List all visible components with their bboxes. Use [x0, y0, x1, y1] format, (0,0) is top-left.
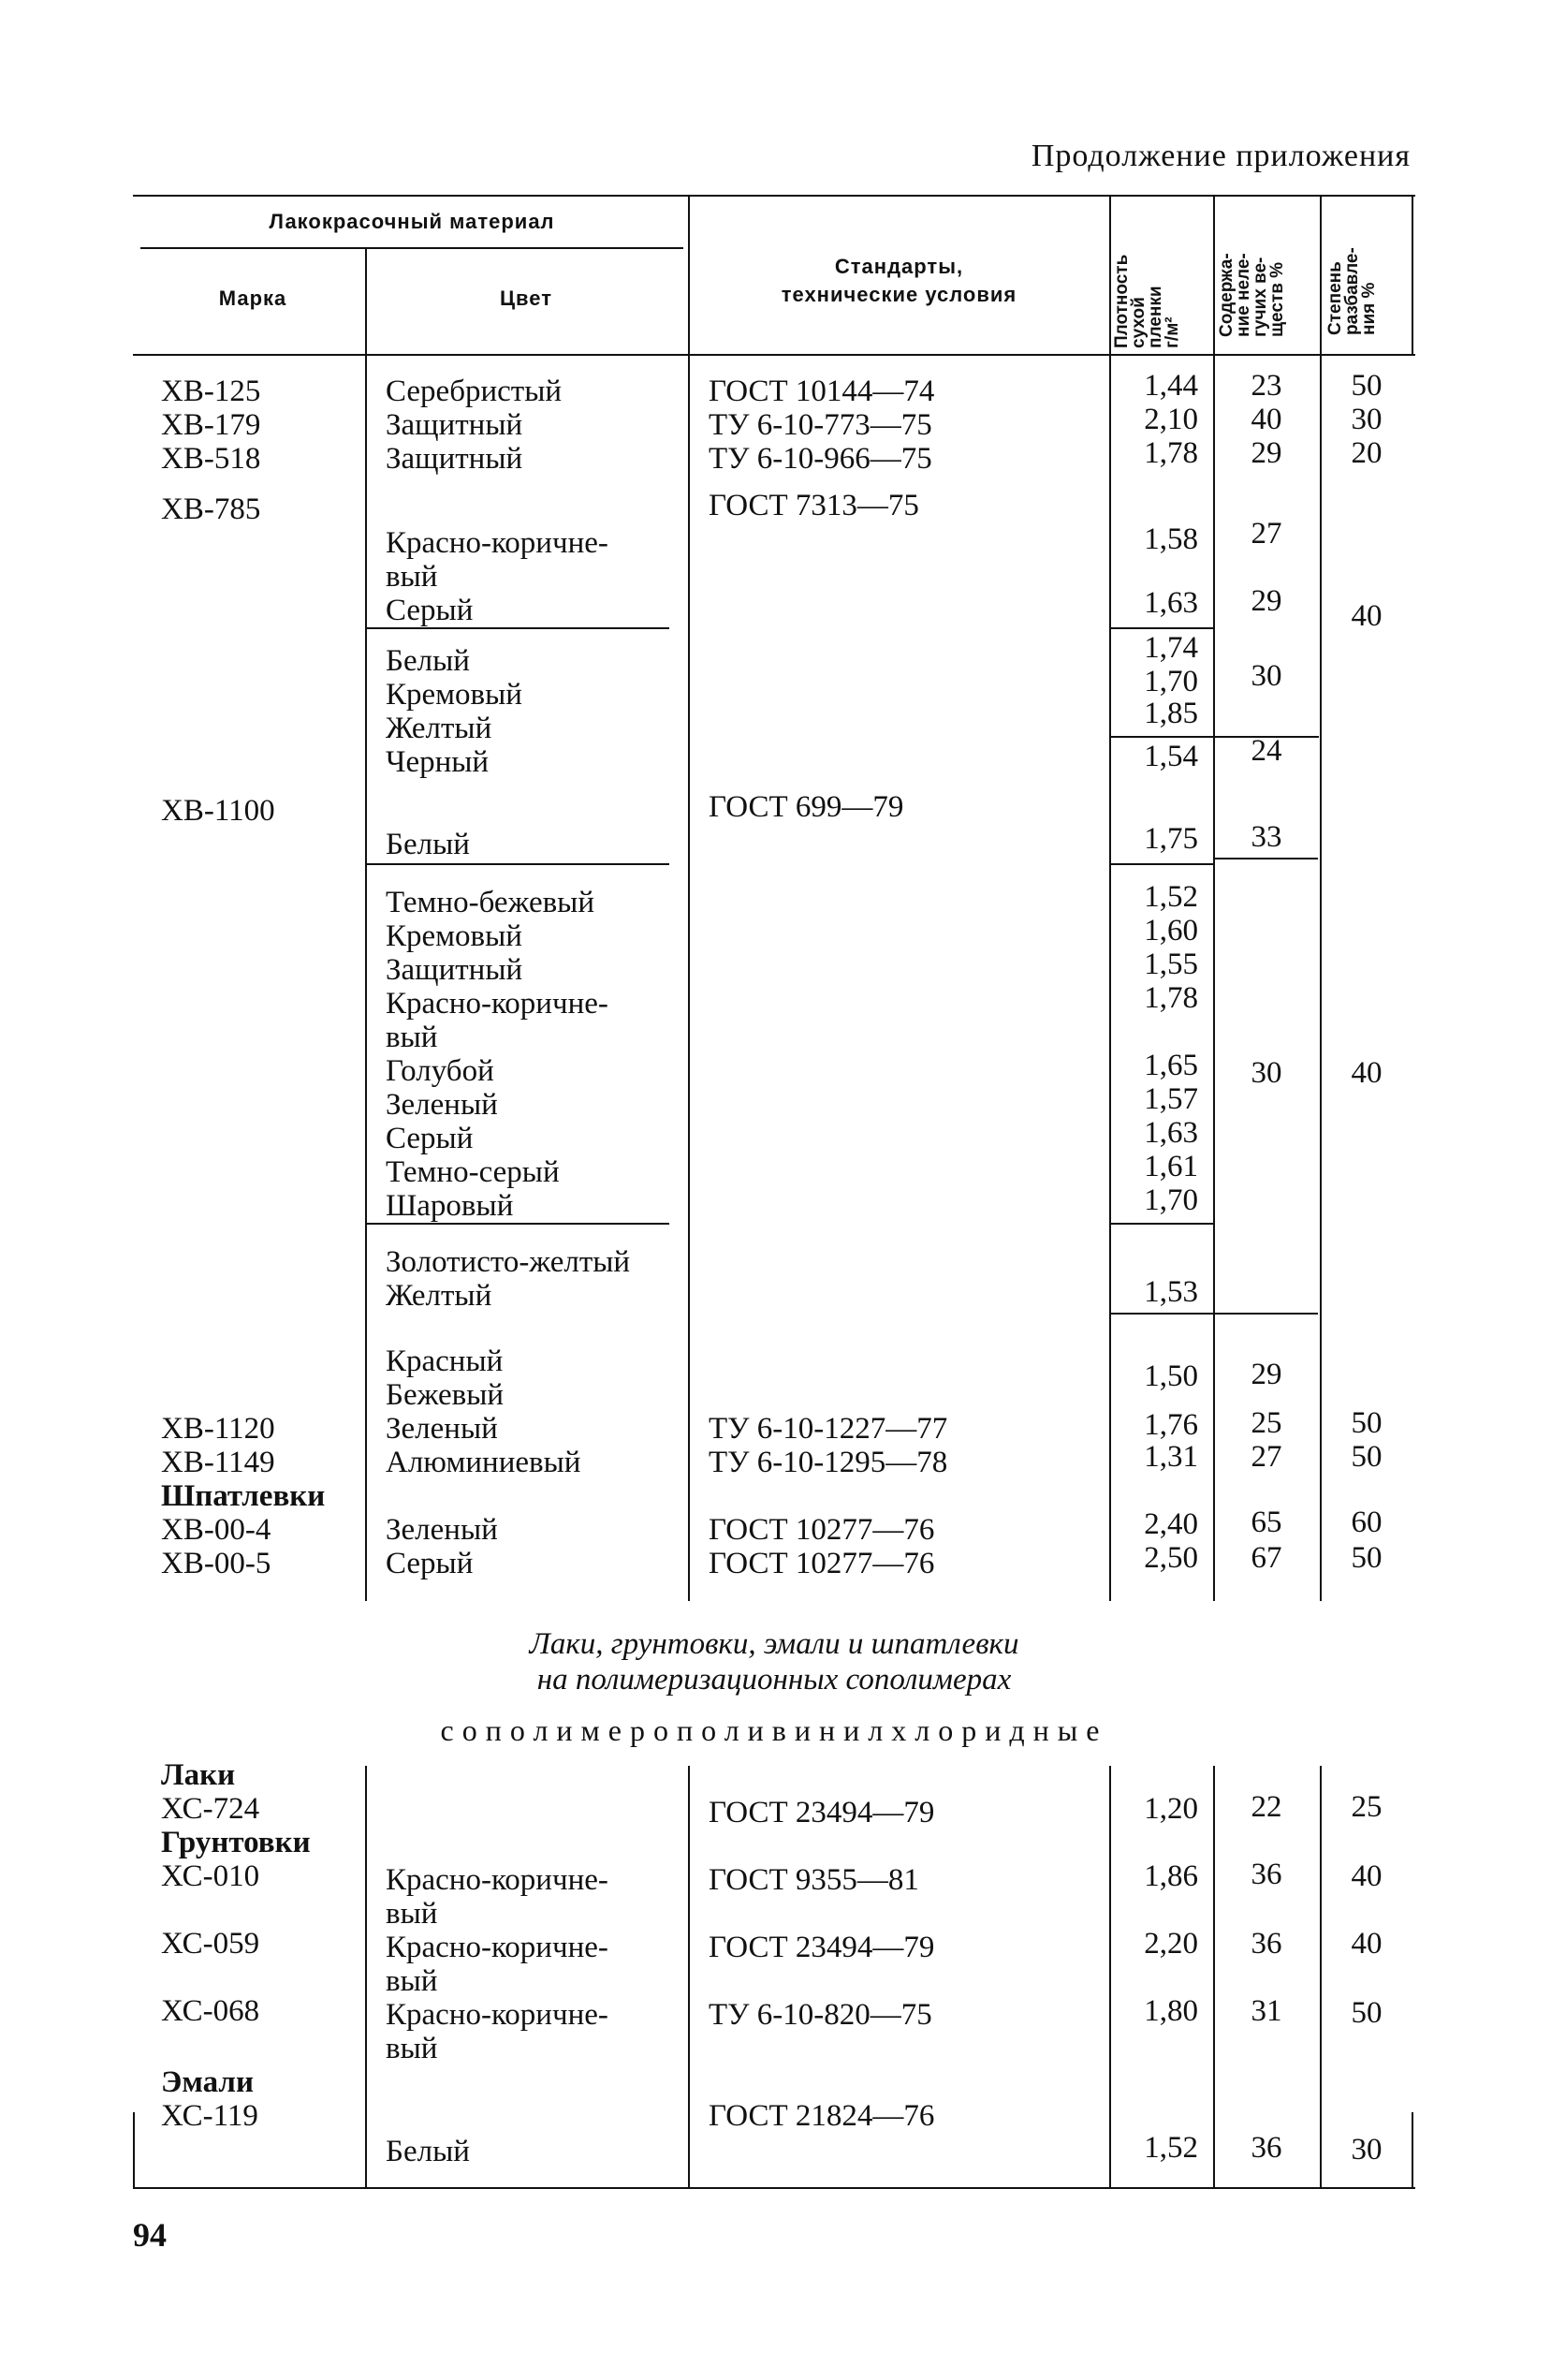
section-title-2: на полимеризационных сополимерах [536, 1663, 1012, 1697]
mark-cell: ХВ-00-4 [161, 1513, 271, 1547]
density-cell: 1,57 [1144, 1082, 1198, 1116]
nonvolatile-cell: 23 [1251, 369, 1282, 403]
group-rule [140, 247, 683, 249]
mark-cell: ХВ-125 [161, 375, 261, 408]
density-cell: 2,20 [1144, 1927, 1198, 1961]
mark-cell: ХС-119 [161, 2099, 258, 2133]
mark-cell: ХС-059 [161, 1927, 260, 1961]
standard-cell: ТУ 6-10-820—75 [709, 1998, 932, 2032]
density-cell: 1,31 [1144, 1440, 1198, 1474]
dilution-cell: 50 [1351, 1996, 1383, 2030]
density-cell: 1,53 [1144, 1275, 1198, 1309]
nonvolatile-cell: 24 [1251, 734, 1282, 768]
dilution-cell: 50 [1351, 1541, 1383, 1575]
standard-cell: ГОСТ 23494—79 [709, 1796, 935, 1829]
dilution-cell: 40 [1351, 1859, 1383, 1893]
density-cell: 1,78 [1144, 981, 1198, 1015]
header-bottom-rule [133, 354, 1415, 356]
dilution-cell: 25 [1351, 1790, 1383, 1824]
mark-cell: ХС-724 [161, 1792, 260, 1826]
density-cell: 1,50 [1144, 1359, 1198, 1393]
standard-cell: ГОСТ 10277—76 [709, 1513, 935, 1547]
mark-cell: ХВ-1120 [161, 1412, 275, 1446]
color-cell: Золотисто-желтый [386, 1245, 631, 1279]
color-cell: Бежевый [386, 1378, 505, 1412]
color-cell: Защитный [386, 953, 523, 987]
color-cell: вый [386, 1964, 438, 1998]
color-cell: Белый [386, 2135, 470, 2168]
dilution-cell: 50 [1351, 369, 1383, 403]
nonvolatile-cell: 29 [1251, 584, 1282, 618]
page-number: 94 [133, 2216, 167, 2254]
density-cell: 1,54 [1144, 740, 1198, 773]
density-cell: 1,52 [1144, 880, 1198, 914]
color-cell: Защитный [386, 408, 523, 442]
nonvolatile-cell: 30 [1251, 659, 1282, 693]
section-title-1: Лаки, грунтовки, эмали и шпатлевки [529, 1627, 1019, 1661]
color-cell: Белый [386, 644, 470, 678]
header-standards-2: технические условия [781, 283, 1017, 306]
mark-cell: ХВ-00-5 [161, 1547, 271, 1580]
density-cell: 1,70 [1144, 665, 1198, 698]
nonvolatile-cell: 65 [1251, 1506, 1282, 1539]
group-label: Лаки [161, 1758, 236, 1792]
nonvolatile-cell: 36 [1251, 1927, 1282, 1961]
running-header: Продолжение приложения [1031, 139, 1411, 173]
density-cell: 2,40 [1144, 1507, 1198, 1541]
color-cell: Красно-коричне- [386, 987, 608, 1021]
density-cell: 1,76 [1144, 1408, 1198, 1442]
standard-cell: ГОСТ 23494—79 [709, 1931, 935, 1964]
table-bottom-rule [133, 2187, 1415, 2189]
nonvolatile-cell: 25 [1251, 1406, 1282, 1440]
standard-cell: ТУ 6-10-1295—78 [709, 1446, 948, 1479]
density-cell: 1,85 [1144, 697, 1198, 730]
density-cell: 1,55 [1144, 948, 1198, 981]
density-cell: 1,74 [1144, 631, 1198, 665]
color-cell: вый [386, 2032, 438, 2065]
mark-cell: ХВ-1149 [161, 1446, 275, 1479]
standard-cell: ГОСТ 699—79 [709, 790, 904, 824]
color-cell: Защитный [386, 442, 523, 476]
nonvolatile-cell: 29 [1251, 1358, 1282, 1391]
density-cell: 1,60 [1144, 914, 1198, 948]
nonvolatile-cell: 40 [1251, 403, 1282, 436]
density-cell: 1,44 [1144, 369, 1198, 403]
header-dilution: Степень разбавле- ния % [1325, 247, 1379, 335]
color-cell: Серый [386, 1122, 474, 1155]
dilution-cell: 30 [1351, 2133, 1383, 2167]
color-cell: Белый [386, 828, 470, 861]
header-color: Цвет [499, 286, 553, 310]
color-cell: Зеленый [386, 1412, 498, 1446]
nonvolatile-cell: 33 [1251, 820, 1282, 854]
color-cell: Зеленый [386, 1513, 498, 1547]
nonvolatile-cell: 31 [1251, 1994, 1282, 2028]
color-cell: Желтый [386, 1279, 492, 1313]
density-cell: 2,50 [1144, 1541, 1198, 1575]
standard-cell: ГОСТ 10277—76 [709, 1547, 935, 1580]
standard-cell: ТУ 6-10-966—75 [709, 442, 932, 476]
density-cell: 1,80 [1144, 1994, 1198, 2028]
color-cell: Серый [386, 1547, 474, 1580]
color-cell: Кремовый [386, 678, 522, 712]
density-cell: 1,58 [1144, 522, 1198, 556]
color-cell: Красный [386, 1344, 504, 1378]
color-cell: Зеленый [386, 1088, 498, 1122]
group-label: Шпатлевки [161, 1479, 326, 1513]
dilution-cell: 60 [1351, 1506, 1383, 1539]
dilution-cell: 50 [1351, 1440, 1383, 1474]
nonvolatile-cell: 67 [1251, 1541, 1282, 1575]
color-cell: Темно-серый [386, 1155, 560, 1189]
density-cell: 2,10 [1144, 403, 1198, 436]
nonvolatile-cell: 29 [1251, 436, 1282, 470]
dilution-cell: 30 [1351, 403, 1383, 436]
nonvolatile-cell: 22 [1251, 1790, 1282, 1824]
density-cell: 1,63 [1144, 1116, 1198, 1150]
density-cell: 1,52 [1144, 2131, 1198, 2165]
standard-cell: ГОСТ 9355—81 [709, 1863, 919, 1897]
density-cell: 1,86 [1144, 1859, 1198, 1893]
color-cell: Красно-коричне- [386, 1998, 608, 2032]
color-cell: Красно-коричне- [386, 1863, 608, 1897]
standard-cell: ТУ 6-10-773—75 [709, 408, 932, 442]
density-cell: 1,65 [1144, 1049, 1198, 1082]
color-cell: Алюминиевый [386, 1446, 581, 1479]
color-cell: Шаровый [386, 1189, 514, 1223]
standard-cell: ГОСТ 21824—76 [709, 2099, 935, 2133]
density-cell: 1,61 [1144, 1150, 1198, 1183]
standard-cell: ГОСТ 10144—74 [709, 375, 935, 408]
nonvolatile-cell: 30 [1251, 1056, 1282, 1090]
nonvolatile-cell: 27 [1251, 1440, 1282, 1474]
table-top-rule [133, 195, 1415, 197]
color-cell: Темно-бежевый [386, 886, 595, 919]
density-cell: 1,70 [1144, 1183, 1198, 1217]
mark-cell: ХВ-785 [161, 492, 261, 526]
group-label: Эмали [161, 2065, 254, 2099]
header-nonvolatile: Содержа- ние неле- гучих ве- ществ % [1217, 253, 1287, 337]
header-material: Лакокрасочный материал [269, 210, 555, 233]
color-cell: Кремовый [386, 919, 522, 953]
color-cell: Красно-коричне- [386, 1931, 608, 1964]
section-subtitle: сополимерополивинилхлоридные [440, 1713, 1108, 1747]
density-cell: 1,75 [1144, 822, 1198, 856]
dilution-cell: 40 [1351, 1056, 1383, 1090]
color-cell: Серебристый [386, 375, 563, 408]
dilution-cell: 20 [1351, 436, 1383, 470]
standard-cell: ТУ 6-10-1227—77 [709, 1412, 948, 1446]
color-cell: Желтый [386, 712, 492, 745]
nonvolatile-cell: 27 [1251, 517, 1282, 551]
dilution-cell: 40 [1351, 1927, 1383, 1961]
color-cell: вый [386, 1021, 438, 1054]
color-cell: Голубой [386, 1054, 494, 1088]
standard-cell: ГОСТ 7313—75 [709, 489, 919, 522]
mark-cell: ХВ-179 [161, 408, 261, 442]
mark-cell: ХВ-1100 [161, 794, 275, 828]
nonvolatile-cell: 36 [1251, 1858, 1282, 1891]
color-cell: вый [386, 560, 438, 594]
color-cell: Серый [386, 594, 474, 627]
color-cell: Красно-коричне- [386, 526, 608, 560]
dilution-cell: 40 [1351, 599, 1383, 633]
group-label: Грунтовки [161, 1826, 311, 1859]
header-standards-1: Стандарты, [834, 255, 964, 278]
density-cell: 1,78 [1144, 436, 1198, 470]
dilution-cell: 50 [1351, 1406, 1383, 1440]
density-cell: 1,20 [1144, 1792, 1198, 1826]
mark-cell: ХС-010 [161, 1859, 260, 1893]
density-cell: 1,63 [1144, 586, 1198, 620]
mark-cell: ХВ-518 [161, 442, 261, 476]
color-cell: Черный [386, 745, 490, 779]
header-mark: Марка [218, 286, 287, 310]
nonvolatile-cell: 36 [1251, 2131, 1282, 2165]
color-cell: вый [386, 1897, 438, 1931]
header-density: Плотность сухой пленки г/м² [1112, 254, 1182, 348]
mark-cell: ХС-068 [161, 1994, 260, 2028]
